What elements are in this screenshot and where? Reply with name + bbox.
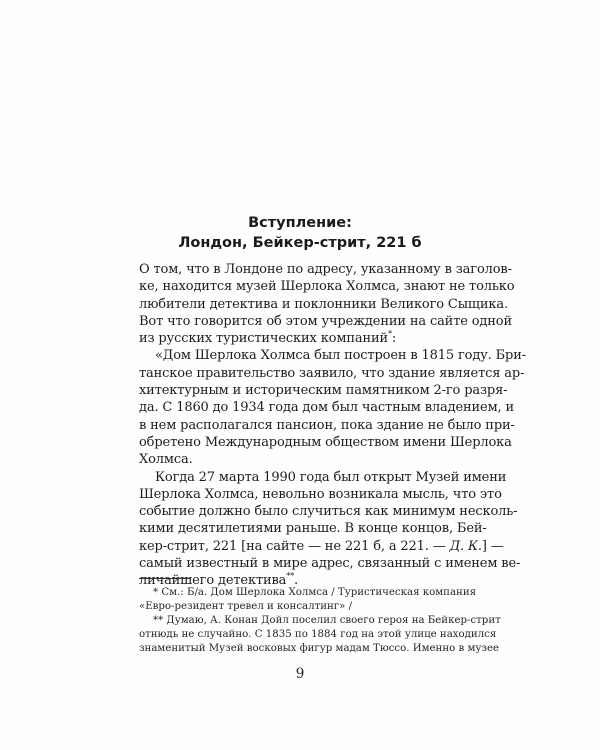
- paragraph-1: [139, 261, 515, 347]
- footnote-1-line: * См.: Б/а. Дом Шерлока Холмса / Туристическая компания: [153, 587, 477, 598]
- text-segment: из русских туристических компаний: [139, 331, 388, 347]
- author-initials: Д. К.: [449, 538, 482, 554]
- footnote-mark: **: [286, 572, 294, 582]
- footnotes: [139, 586, 501, 656]
- text-line: событие должно было случиться как минимум несколь-: [139, 504, 518, 520]
- chapter-heading-line2: Лондон, Бейкер-стрит, 221 б: [178, 235, 422, 251]
- text-line: [139, 538, 504, 555]
- text-segment: кер-стрит, 221 [на сайте — не 221 б, а 221. —: [139, 538, 450, 554]
- text-line: Вот что говорится об этом учреждении на сайте одной: [139, 313, 512, 329]
- text-segment: личайшего детектива: [139, 573, 287, 589]
- footnote-divider: [139, 578, 191, 579]
- text-line: О том, что в Лондоне по адресу, указанному в заголов-: [139, 262, 512, 277]
- text-line: «Дом Шерлока Холмса был построен в 1815 году. Бри-: [155, 348, 526, 364]
- body-text: [139, 261, 526, 590]
- text-line: самый известный в мире адрес, связанный с именем ве-: [139, 556, 521, 572]
- text-segment: :: [391, 331, 397, 347]
- text-line: Холмса.: [139, 452, 193, 468]
- text-line: ке, находится музей Шерлока Холмса, знают не только: [139, 279, 515, 295]
- footnote-2-line: отнюдь не случайно. С 1835 по 1884 год на этой улице находился: [139, 629, 497, 640]
- paragraph-3: [139, 469, 521, 590]
- text-segment: ] —: [481, 538, 504, 554]
- chapter-heading-line1: Вступление:: [248, 215, 352, 231]
- paragraph-2: [139, 347, 526, 468]
- text-line: танское правительство заявило, что здание является ар-: [139, 365, 525, 381]
- text-line: в нем располагался пансион, пока здание не было при-: [139, 417, 515, 433]
- text-line: Шерлока Холмса, невольно возникала мысль, что это: [139, 486, 502, 502]
- text-line: [139, 330, 463, 347]
- text-line: хитектурным и историческим памятником 2-го разря-: [139, 383, 508, 399]
- page-number: 9: [295, 666, 305, 682]
- text-segment: .: [293, 573, 298, 589]
- footnote-mark: *: [387, 329, 392, 339]
- text-line: любители детектива и поклонники Великого Сыщика.: [139, 296, 508, 312]
- chapter-heading: [140, 213, 460, 253]
- footnote-1-line: «Евро-резидент тревел и консалтинг» /: [139, 601, 353, 612]
- footnote-2-line: знаменитый Музей восковых фигур мадам Тюссо. Именно в музее: [139, 643, 500, 654]
- text-line: обретено Международным обществом имени Шерлока: [139, 434, 512, 450]
- text-line: Когда 27 марта 1990 года был открыт Музей имени: [155, 469, 507, 485]
- text-line: да. С 1860 до 1934 года дом был частным владением, и: [139, 400, 515, 416]
- text-line: кими десятилетиями раньше. В конце концов, Бей-: [139, 521, 487, 537]
- footnote-2-line: ** Думаю, А. Конан Дойл поселил своего героя на Бейкер-стрит: [153, 615, 501, 626]
